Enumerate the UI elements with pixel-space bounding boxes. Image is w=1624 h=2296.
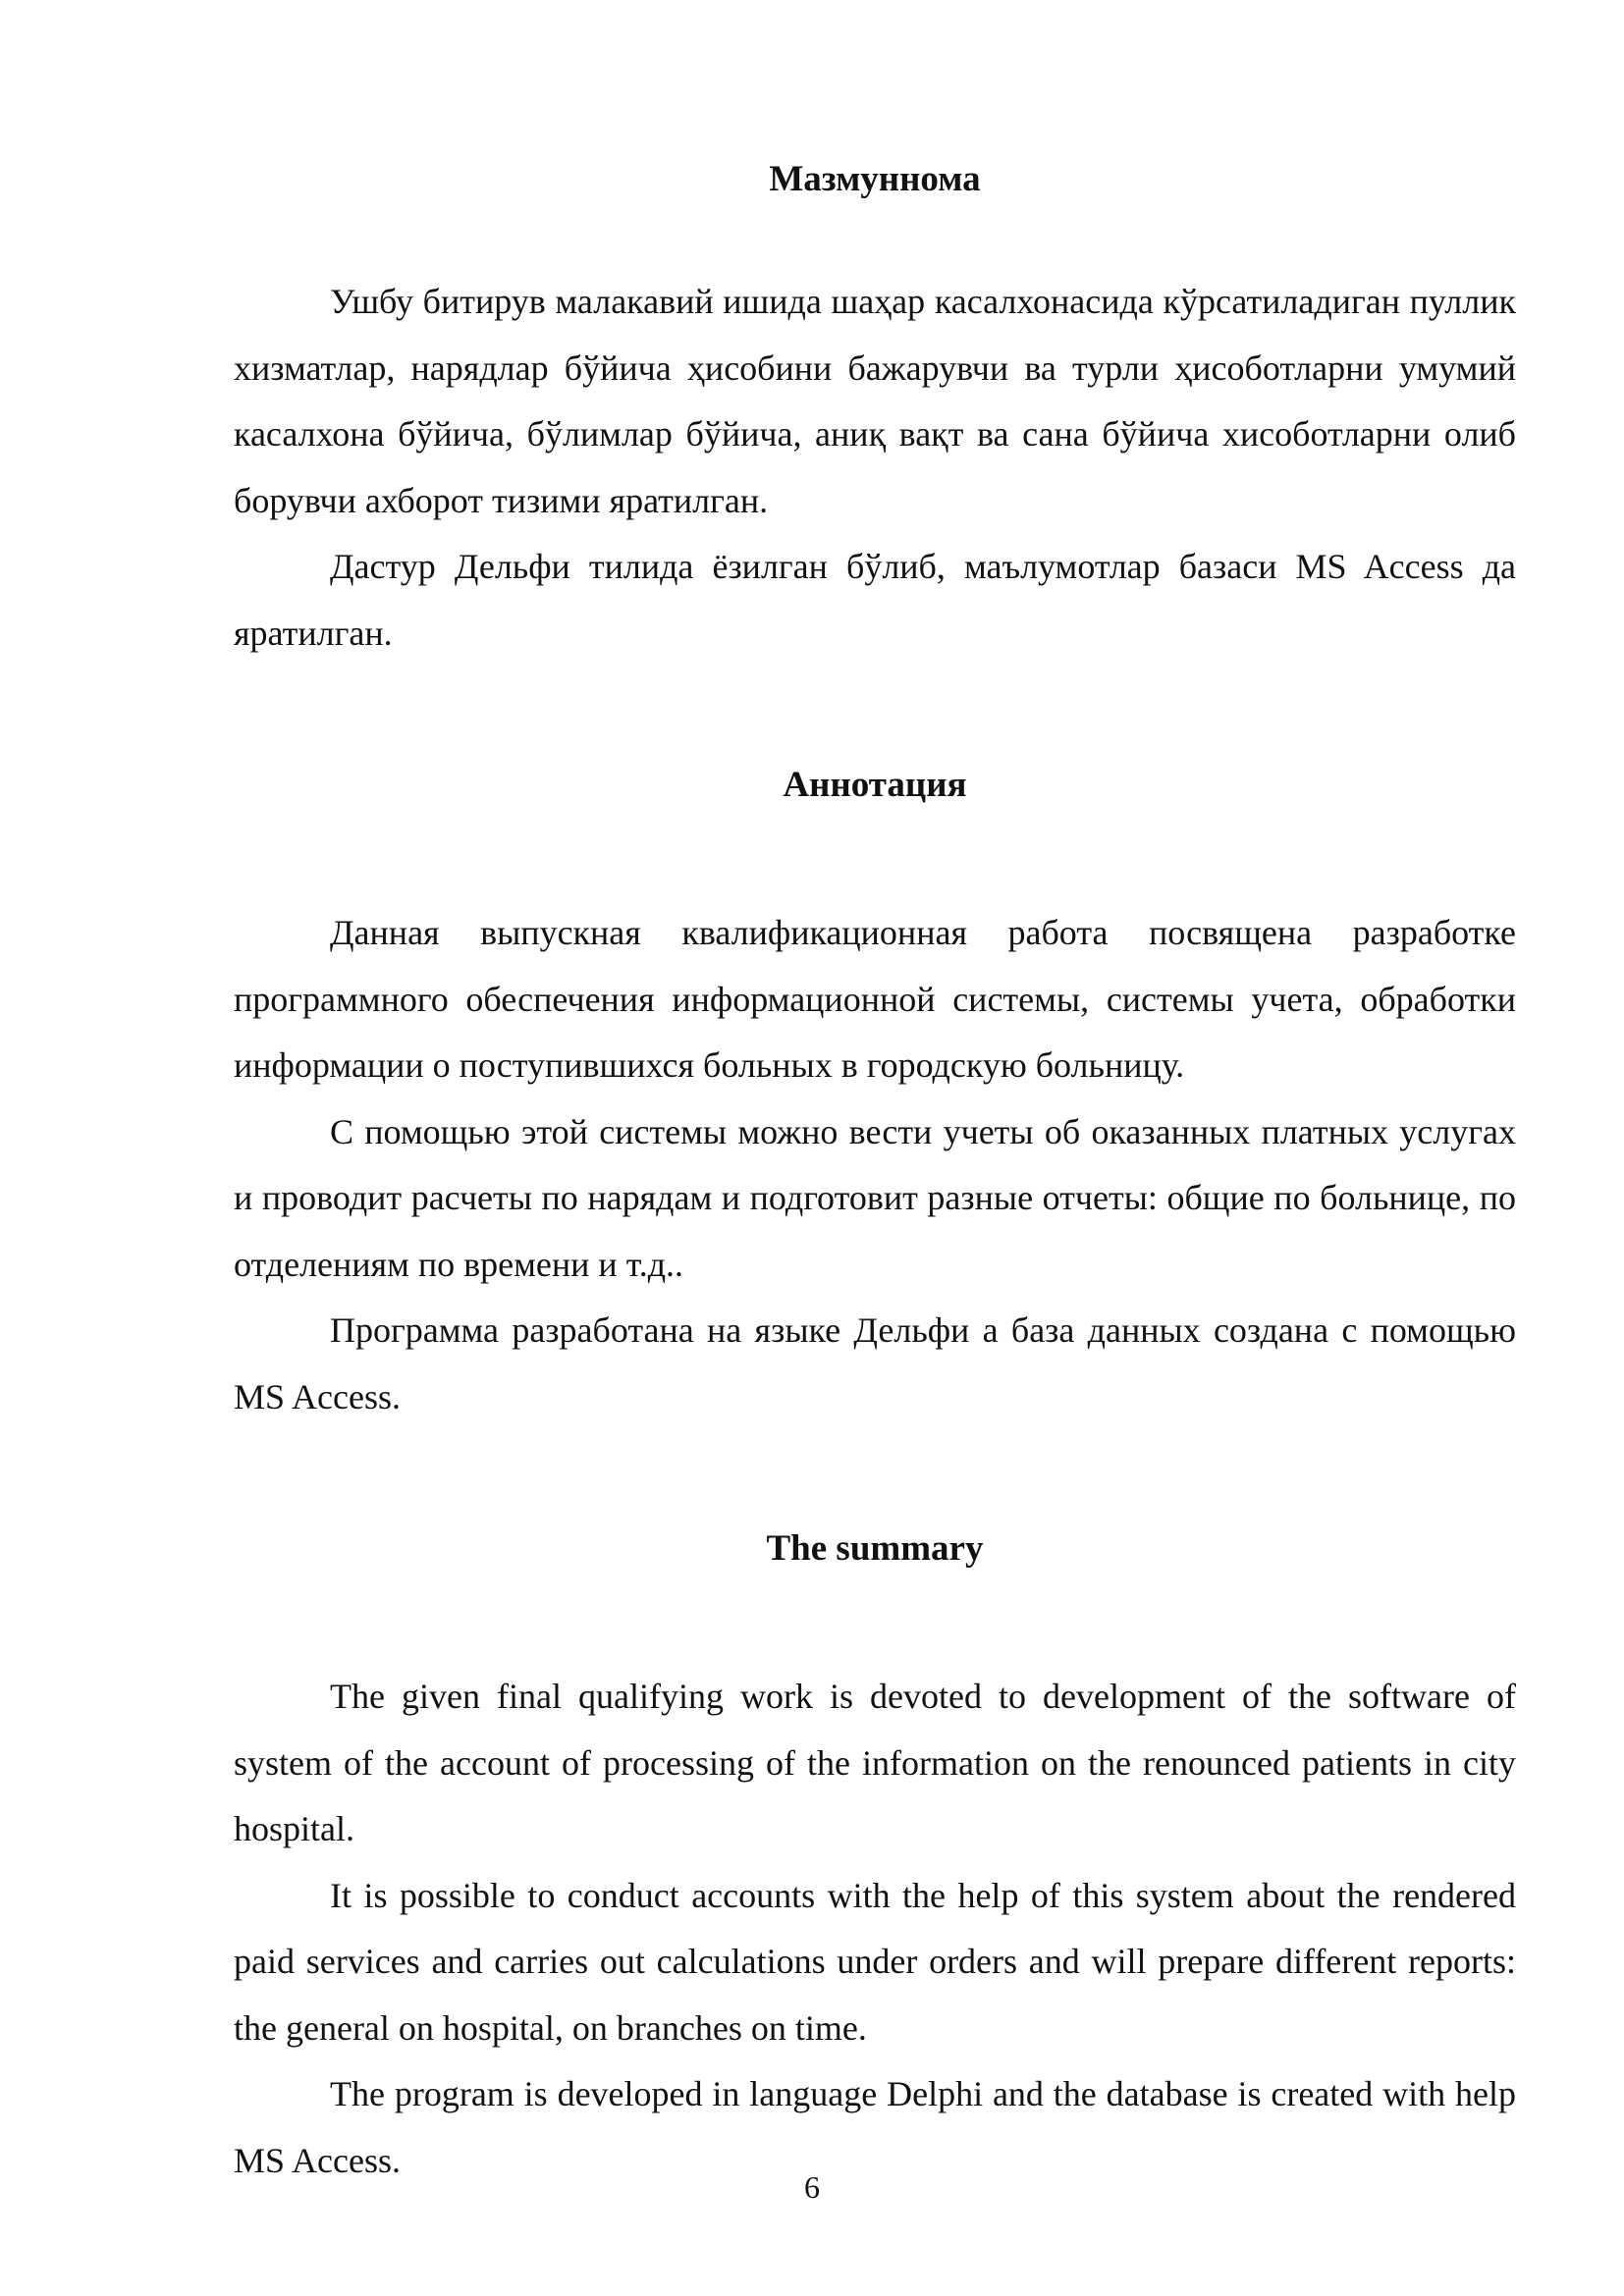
paragraph: Дастур Дельфи тилида ёзилган бўлиб, маълумотлар базаси MS Access да яратилган. (234, 547, 1516, 653)
paragraph: Ушбу битирув малакавий ишида шаҳар касалхонасида кўрсатиладиган пуллик хизматлар, нарядлар бўйича ҳисобини бажарувчи ва турли ҳисоботларни умумий касалхона бўйича, бўлимлар бўйича, аниқ вақт ва сана бўйича хисоботларни олиб борувчи ахборот тизими яратилган. (234, 282, 1516, 520)
paragraph: The program is developed in language Delphi and the database is created with help MS Access. (234, 2074, 1516, 2180)
section-uzbek (234, 147, 1516, 667)
section-english (234, 1517, 1516, 2194)
paragraph: It is possible to conduct accounts with the help of this system about the rendered paid services and carries out calculations under orders and will prepare different reports: the general on hospital, on branches on time. (234, 1875, 1516, 2048)
section-heading: Мазмуннома (769, 159, 981, 199)
paragraph: Программа разработана на языке Дельфи а база данных создана с помощью MS Access. (234, 1310, 1516, 1416)
section-heading: Аннотация (783, 765, 967, 805)
paragraph: The given final qualifying work is devoted to development of the software of system of the account of processing of the information on the renounced patients in city hospital. (234, 1677, 1516, 1848)
paragraph: Данная выпускная квалификационная работа посвящена разработке программного обеспечения информационной системы, системы учета, обработки информации о поступившихся больных в городскую больницу. (234, 913, 1516, 1085)
paragraph: С помощью этой системы можно вести учеты об оказанных платных услугах и проводит расчеты по нарядам и подготовит разные отчеты: общие по больнице, по отделениям по времени и т.д.. (234, 1111, 1516, 1284)
section-heading: The summary (766, 1528, 984, 1569)
document-page (234, 147, 1516, 2194)
section-russian (234, 753, 1516, 1430)
page-number: 6 (804, 2169, 820, 2205)
